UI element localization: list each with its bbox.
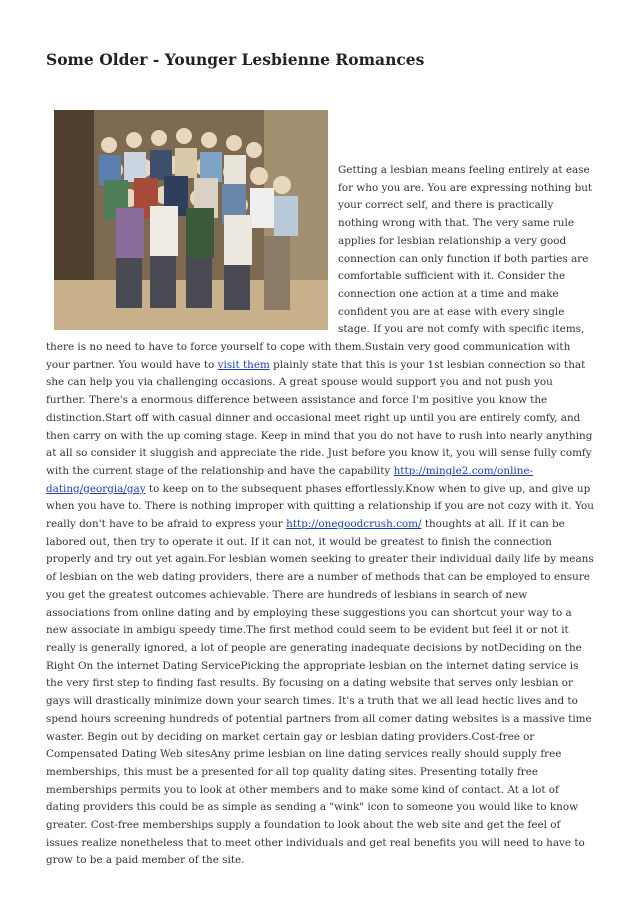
visit-them-link[interactable]: visit them xyxy=(217,358,270,371)
article-body xyxy=(46,162,594,870)
group-photo-illustration xyxy=(54,110,328,330)
paragraph-text: plainly state that this is your 1st lesbian connection so that she can help you via challenging occasions. A great spouse would support you and not push you further. There's a enormous difference between assistance and force I'm positive you know the distinction.Start off with casual dinner and occasional meet right up until you are entirely comfy, and then carry on with the up coming stage. Keep in mind that you do not have to rush into nearly anything at all so consider it sluggish and appreciate the ride. Just before you know it, you will sense fully comfy with the current stage of the relationship and have the capability xyxy=(46,358,593,477)
paragraph-text: Getting a lesbian means feeling entirely at ease for who you are. You are expressing nothing but your correct self, and there is practically nothing wrong with that. The very same rule applies for lesbian relationship a very good connection can only function if both parties are comfortable sufficient with it. Consider the connection one action at a time and make confident you are at ease with every single stage. If you are not comfy with specific items, there is no need to have to force yourself to cope with them.Sustain very good communication with your partner. You would have to xyxy=(46,164,593,371)
group-photo xyxy=(54,110,328,330)
paragraph-text: to keep on to the subsequent phases effortlessly.Know when to give up, and give up when you have to. There is nothing improper with quitting a relationship if you are not cozy with it. You really don't have to be afraid to express your xyxy=(46,482,594,531)
page-title: Some Older - Younger Lesbienne Romances xyxy=(46,50,425,69)
mingle2-link[interactable]: http://mingle2.com/online-dating/georgia/gay xyxy=(46,464,534,495)
onegoodcrush-link[interactable]: http://onegoodcrush.com/ xyxy=(286,518,422,531)
paragraph-text: thoughts at all. If it can be labored out, then try to operate it out. If it can not, it would be greatest to finish the connection properly and try out yet again.For lesbian women seeking to greater their individual daily life by means of lesbian on the web dating providers, there are a number of methods that can be employed to ensure you get the greatest outcomes achievable. There are hundreds of lesbians in search of new associations from online dating and by employing these suggestions you can shortcut your way to a new associate in ambigu speedy time.The first method could seem to be evident but feel it or not it really is generally ignored, a lot of people are generating inadequate decisions by notDeciding on the Right On the internet Dating ServicePicking the appropriate lesbian on the internet dating service is the very first step to finding fast results. By focusing on a dating website that serves only lesbian or gays will drastically minimize down your search times. It's a truth that we all lead hectic lives and to spend hours screening hundreds of potential partners from all comer dating websites is a massive time waster. Begin out by deciding on market certain gay or lesbian dating providers.Cost-free or Compensated Dating Web sitesAny prime lesbian on line dating services really should supply free memberships, this must be a presented for all top quality dating sites. Presenting totally free memberships permits you to look at other members and to make some kind of contact. At a lot of dating providers this could be as simple as sending a "wink" icon to someone you would like to know greater. Cost-free memberships supply a foundation to look about the web site and get the feel of issues realize nonetheless that to meet other individuals and get real benefits you will need to have to grow to be a paid member of the site. xyxy=(46,518,594,867)
